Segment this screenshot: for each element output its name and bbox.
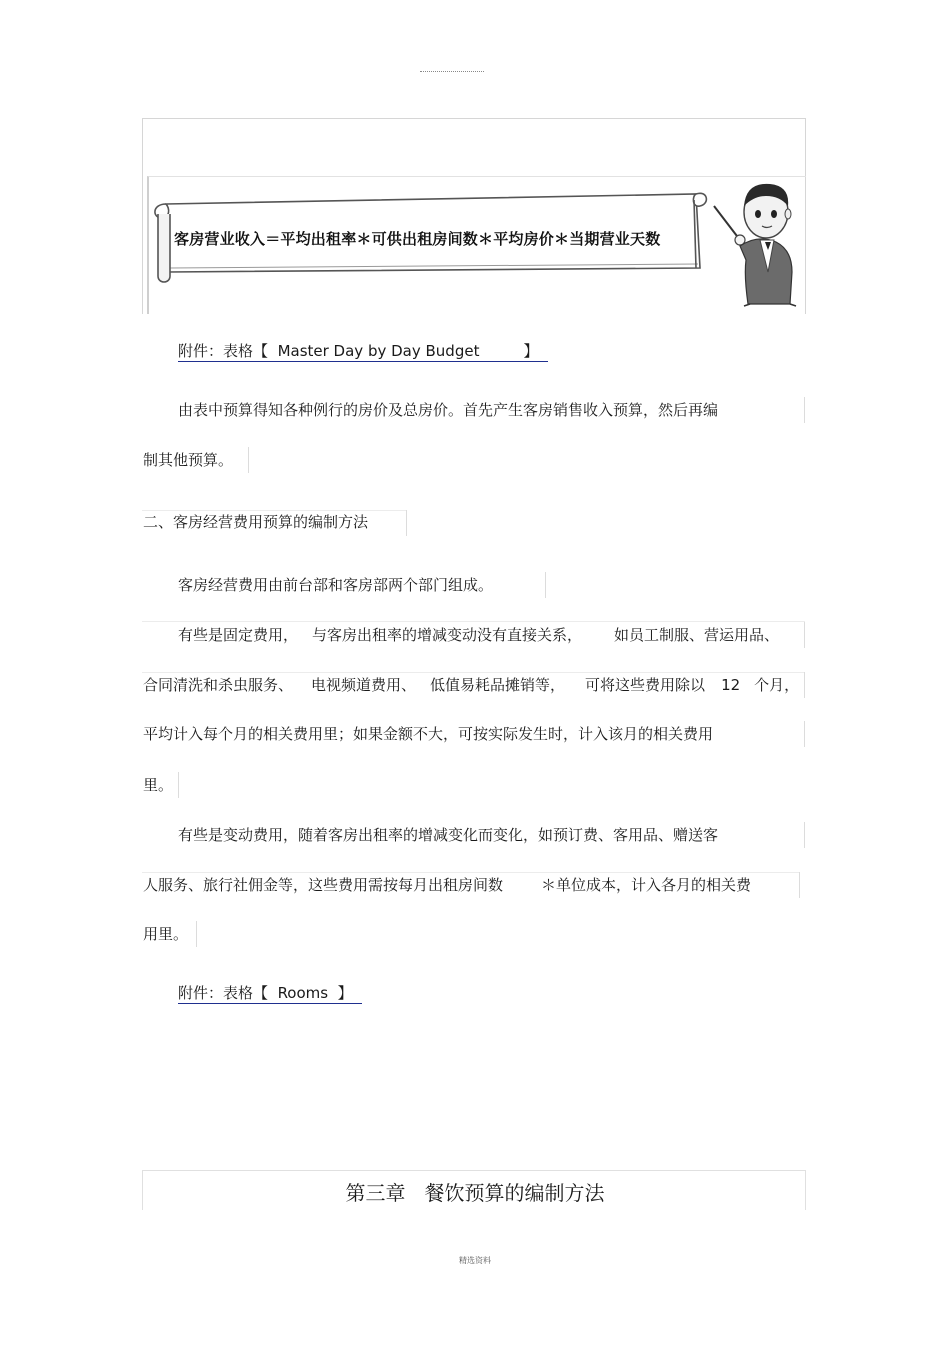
- cartoon-presenter-icon: [710, 176, 806, 308]
- line-edge: [804, 672, 805, 698]
- page-footer: 精选资料: [459, 1256, 491, 1265]
- para1-line2: 制其他预算。: [143, 451, 234, 469]
- para3-line2: 合同清洗和杀虫服务、 电视频道费用、 低值易耗品摊销等， 可将这些费用除以 12 个月，: [143, 676, 800, 694]
- heading-rule: [142, 510, 406, 511]
- section2-heading: 二、客房经营费用预算的编制方法: [143, 513, 369, 531]
- attachment-master-link[interactable]: 附件：表格【 Master Day by Day Budget 】: [178, 342, 548, 362]
- para3-line4: 里。: [143, 776, 174, 794]
- line-edge: [545, 572, 546, 598]
- line-rule: [142, 621, 805, 622]
- line-edge: [804, 622, 805, 648]
- para4-line1: 有些是变动费用，随着客房出租率的增减变化而变化，如预订费、客用品、赠送客: [178, 826, 719, 844]
- line-edge: [196, 921, 197, 947]
- attachment-line-rooms: [178, 983, 362, 1003]
- attachment-rooms-link[interactable]: 附件：表格【 Rooms 】: [178, 984, 362, 1004]
- para4-line3: 用里。: [143, 925, 189, 943]
- line-rule: [142, 872, 800, 873]
- line-edge: [406, 510, 407, 536]
- line-edge: [248, 447, 249, 473]
- para2-line1: 客房经营费用由前台部和客房部两个部门组成。: [178, 576, 494, 594]
- attachment-line-master: [178, 341, 548, 361]
- line-edge: [178, 772, 179, 798]
- para3-line1: 有些是固定费用， 与客房出租率的增减变动没有直接关系， 如员工制服、营运用品、: [178, 626, 780, 644]
- line-edge: [804, 397, 805, 423]
- line-edge: [799, 872, 800, 898]
- para4-line2: 人服务、旅行社佣金等，这些费用需按每月出租房间数 ＊单位成本，计入各月的相关费: [143, 876, 752, 894]
- para1-line1: 由表中预算得知各种例行的房价及总房价。首先产生客房销售收入预算，然后再编: [178, 401, 719, 419]
- line-rule: [142, 672, 805, 673]
- para3-line3: 平均计入每个月的相关费用里；如果金额不大，可按实际发生时，计入该月的相关费用: [143, 725, 714, 743]
- line-edge: [804, 822, 805, 848]
- formula-text: 客房营业收入＝平均出租率＊可供出租房间数＊平均房价＊当期营业天数: [174, 230, 661, 248]
- chapter3-title: 第三章 餐饮预算的编制方法: [345, 1181, 605, 1205]
- header-rule: [420, 71, 484, 72]
- line-edge: [804, 721, 805, 747]
